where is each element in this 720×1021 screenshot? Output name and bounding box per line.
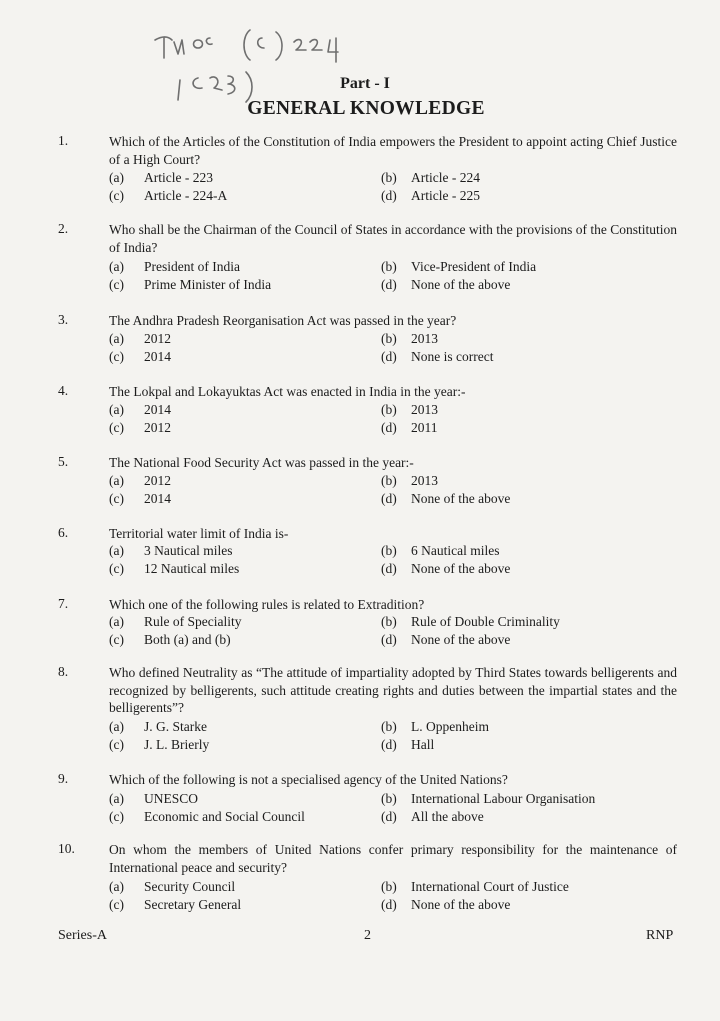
option-b: (b) 6 Nautical miles [381,543,500,558]
option-a: (a) 3 Nautical miles [109,543,233,558]
series-label: Series-A [58,928,107,943]
option-b: (b) International Labour Organisation [381,791,596,806]
option-a: (a) Article - 223 [109,170,213,185]
question-number: 10. [58,841,75,856]
question-number: 3. [58,312,69,327]
option-b: (b) International Court of Justice [381,879,569,894]
option-d: (d) None of the above [381,561,511,576]
option-b: (b) 2013 [381,331,438,346]
option-d: (d) None of the above [381,277,511,292]
option-d: (d) None of the above [381,491,511,506]
page-number: 2 [364,928,371,943]
option-c: (c) Both (a) and (b) [109,632,231,647]
question-text: Which one of the following rules is related to Extradition? [109,597,425,612]
option-d: (d) Hall [381,737,435,752]
option-d: (d) All the above [381,809,484,824]
option-d: (d) None of the above [381,632,511,647]
option-a: (a) 2014 [109,402,171,417]
question-text: Territorial water limit of India is- [109,526,289,541]
option-c: (c) J. L. Brierly [109,737,210,752]
option-a: (a) 2012 [109,331,171,346]
question-number: 6. [58,525,69,540]
option-b: (b) Vice-President of India [381,259,537,274]
option-b: (b) Article - 224 [381,170,480,185]
question-text: Who shall be the Chairman of the Council of States in accordance with the provisions of the Constitution of India? [109,222,678,255]
question-number: 2. [58,221,69,236]
option-b: (b) L. Oppenheim [381,719,489,734]
question-number: 7. [58,596,69,611]
option-c: (c) 2012 [109,420,171,435]
option-b: (b) 2013 [381,473,438,488]
option-d: (d) None is correct [381,349,494,364]
option-a: (a) Rule of Speciality [109,614,242,629]
option-a: (a) Security Council [109,879,236,894]
question-number: 4. [58,383,69,398]
question-text: Which of the Articles of the Constitution of India empowers the President to appoint acting Chief Justice of a High Court? [109,134,677,167]
option-d: (d) Article - 225 [381,188,480,203]
question-text: The Andhra Pradesh Reorganisation Act was passed in the year? [109,313,457,328]
question-text: Which of the following is not a specialised agency of the United Nations? [109,772,508,787]
option-d: (d) None of the above [381,897,511,912]
question-text: The Lokpal and Lokayuktas Act was enacted in India in the year:- [109,384,466,399]
handwritten-annotation [150,18,380,108]
option-c: (c) Article - 224-A [109,188,228,203]
option-a: (a) UNESCO [109,791,199,806]
option-c: (c) Prime Minister of India [109,277,272,292]
option-c: (c) Economic and Social Council [109,809,305,824]
option-b: (b) Rule of Double Criminality [381,614,560,629]
question-number: 5. [58,454,69,469]
option-a: (a) 2012 [109,473,171,488]
option-c: (c) Secretary General [109,897,242,912]
question-number: 8. [58,664,69,679]
question-number: 9. [58,771,69,786]
option-c: (c) 2014 [109,349,171,364]
question-text: Who defined Neutrality as “The attitude of impartiality adopted by Third States towards belligerents and recognized by belligerents, such attitude creating rights and duties between the impartial states and the belligerents”? [109,665,677,715]
question-number: 1. [58,133,69,148]
part-label: Part - I [340,75,390,92]
question-text: On whom the members of United Nations confer primary responsibility for the maintenance of International peace and security? [109,842,677,875]
section-title: GENERAL KNOWLEDGE [247,98,485,119]
option-c: (c) 2014 [109,491,171,506]
paper-code: RNP [646,928,674,943]
question-text: The National Food Security Act was passed in the year:- [109,455,414,470]
option-d: (d) 2011 [381,420,438,435]
option-a: (a) President of India [109,259,240,274]
option-c: (c) 12 Nautical miles [109,561,240,576]
option-b: (b) 2013 [381,402,438,417]
option-a: (a) J. G. Starke [109,719,207,734]
